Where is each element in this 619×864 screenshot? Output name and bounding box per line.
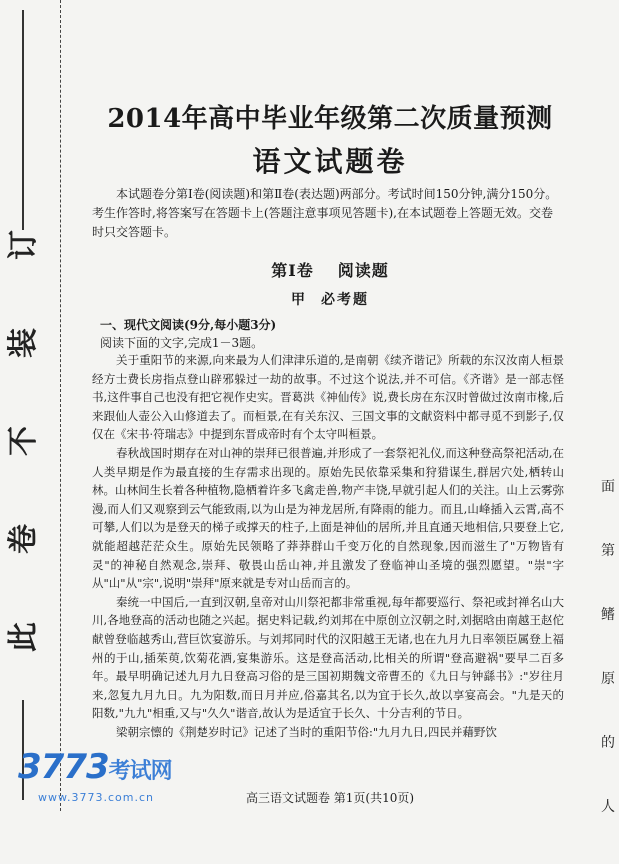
binding-dash [22,10,24,230]
edge-char: 原 [601,671,615,687]
page-footer: 高三语文试题卷 第1页(共10页) [245,791,415,805]
exam-title: 2014年高中毕业年级第二次质量预测 [107,104,553,134]
watermark-logo-cn: 考试网 [108,759,172,784]
edge-char: 第 [601,543,615,559]
passage-paragraph: 春秋战国时期存在对山神的崇拜已很普遍,并形成了一套祭祀礼仪,而这种登高祭祀活动,在人类早期是作为最直接的生存需求出现的。原始先民依靠采集和狩猎谋生,群居穴处,栖转山林。山林间生长着各种植物,隐栖着许多飞禽走兽,物产丰饶,早就引起人们的关注。山上云雾弥漫,而人们又观察到云气能致雨,以为山是为神龙居所,有降雨的能力。而且,山峰插入云霄,高不可攀,人们以为是登天的梯子或撑天的柱子,上面是神仙的居所,并且直通天地相信,只要登上它,就能超越茫茫众生。原始先民领略了莽莽群山千变万化的自然现象,因而滋生了"万物皆有灵"的神秘自然观念,崇拜、敬畏山岳山神,并且激发了登临神山圣境的强烈愿望。"崇"字从"山"从"宗",说明"崇拜"原来就是专对山岳而言的。 [92,445,564,591]
edge-char: 的 [601,735,615,751]
question-heading: 一、现代文阅读(9分,每小题3分) [100,318,277,332]
section-name: 阅读题 [337,261,389,280]
binding-cut-line [60,0,61,811]
reading-passage [92,351,564,741]
exam-instructions: 本试题卷分第Ⅰ卷(阅读题)和第Ⅱ卷(表达题)两部分。考试时间150分钟,满分150分。考生作答时,将答案写在答题卡上(答题注意事项见答题卡),在本试题卷上答题无效。交卷时只交答题卡。 [92,187,558,239]
passage-paragraph: 秦统一中国后,一直到汉朝,皇帝对山川祭祀都非常重视,每年都要巡行、祭祀或封禅名山大川,各地登高的活动也随之兴起。据史料记载,约刘邦在中原创立汉朝之时,刘据晗由南越王赵佗献曾登临越秀山,营巨饮宴游乐。与刘邦同时代的汉阳越王无诸,也在九月九日率领臣属登上福州的于山,插茱萸,饮菊花酒,宴集游乐。这是登高活动,比相关的所谓"登高避祸"要早二百多年。最早明确记述九月九日登高习俗的是三国初期魏文帝曹丕的《九日与钟繇书》:"岁往月来,忽复九月九日。九为阳数,而日月并应,俗嘉其名,以为宜于长久,故以享宴高会。"九是天的阳数,"九九"相重,又与"久久"谐音,故认为是适宜于长久、十分吉利的节日。 [92,594,564,721]
subsection-part: 甲 [291,292,307,308]
section-part: 第Ⅰ卷 [271,261,314,280]
binding-char: 此 [6,622,41,652]
subsection-heading [100,289,560,309]
watermark-logo-number: 3773 [18,747,109,787]
edge-char: 面 [601,479,615,495]
watermark-logo [18,748,178,791]
binding-char: 订 [6,230,41,260]
passage-paragraph: 关于重阳节的来源,向来最为人们津津乐道的,是南朝《续齐谐记》所载的东汉汝南人桓景经方士费长房指点登山辟邪躲过一劫的故事。不过这个说法,并不可信。《齐谐》是一部志怪书,这件事自己也没有把它视作史实。晋葛洪《神仙传》说,费长房在东汉时曾做过汝南市椽,后来跟仙人壶公入山修道去了。而桓景,在有关东汉、三国文事的文献资料中都寻觅不到影子,仅仅在《宋书·符瑞志》中提到东晋成帝时有个太守叫桓景。 [92,353,564,442]
exam-subtitle: 语文试题卷 [252,145,408,178]
edge-char: 人 [601,799,615,815]
edge-char: 鳍 [601,607,615,623]
question-instruction: 阅读下面的文字,完成1－3题。 [100,336,264,350]
binding-char: 装 [6,328,41,358]
section-heading [100,258,560,281]
right-edge-cutoff-text [597,480,619,864]
binding-margin-text [4,230,44,720]
binding-char: 不 [6,426,41,456]
passage-paragraph: 梁朝宗懔的《荆楚岁时记》记述了当时的重阳节俗:"九月九日,四民并藉野饮 [116,724,497,739]
watermark-url: www.3773.com.cn [38,791,154,804]
binding-char: 卷 [6,524,41,554]
subsection-name: 必考题 [321,292,369,308]
